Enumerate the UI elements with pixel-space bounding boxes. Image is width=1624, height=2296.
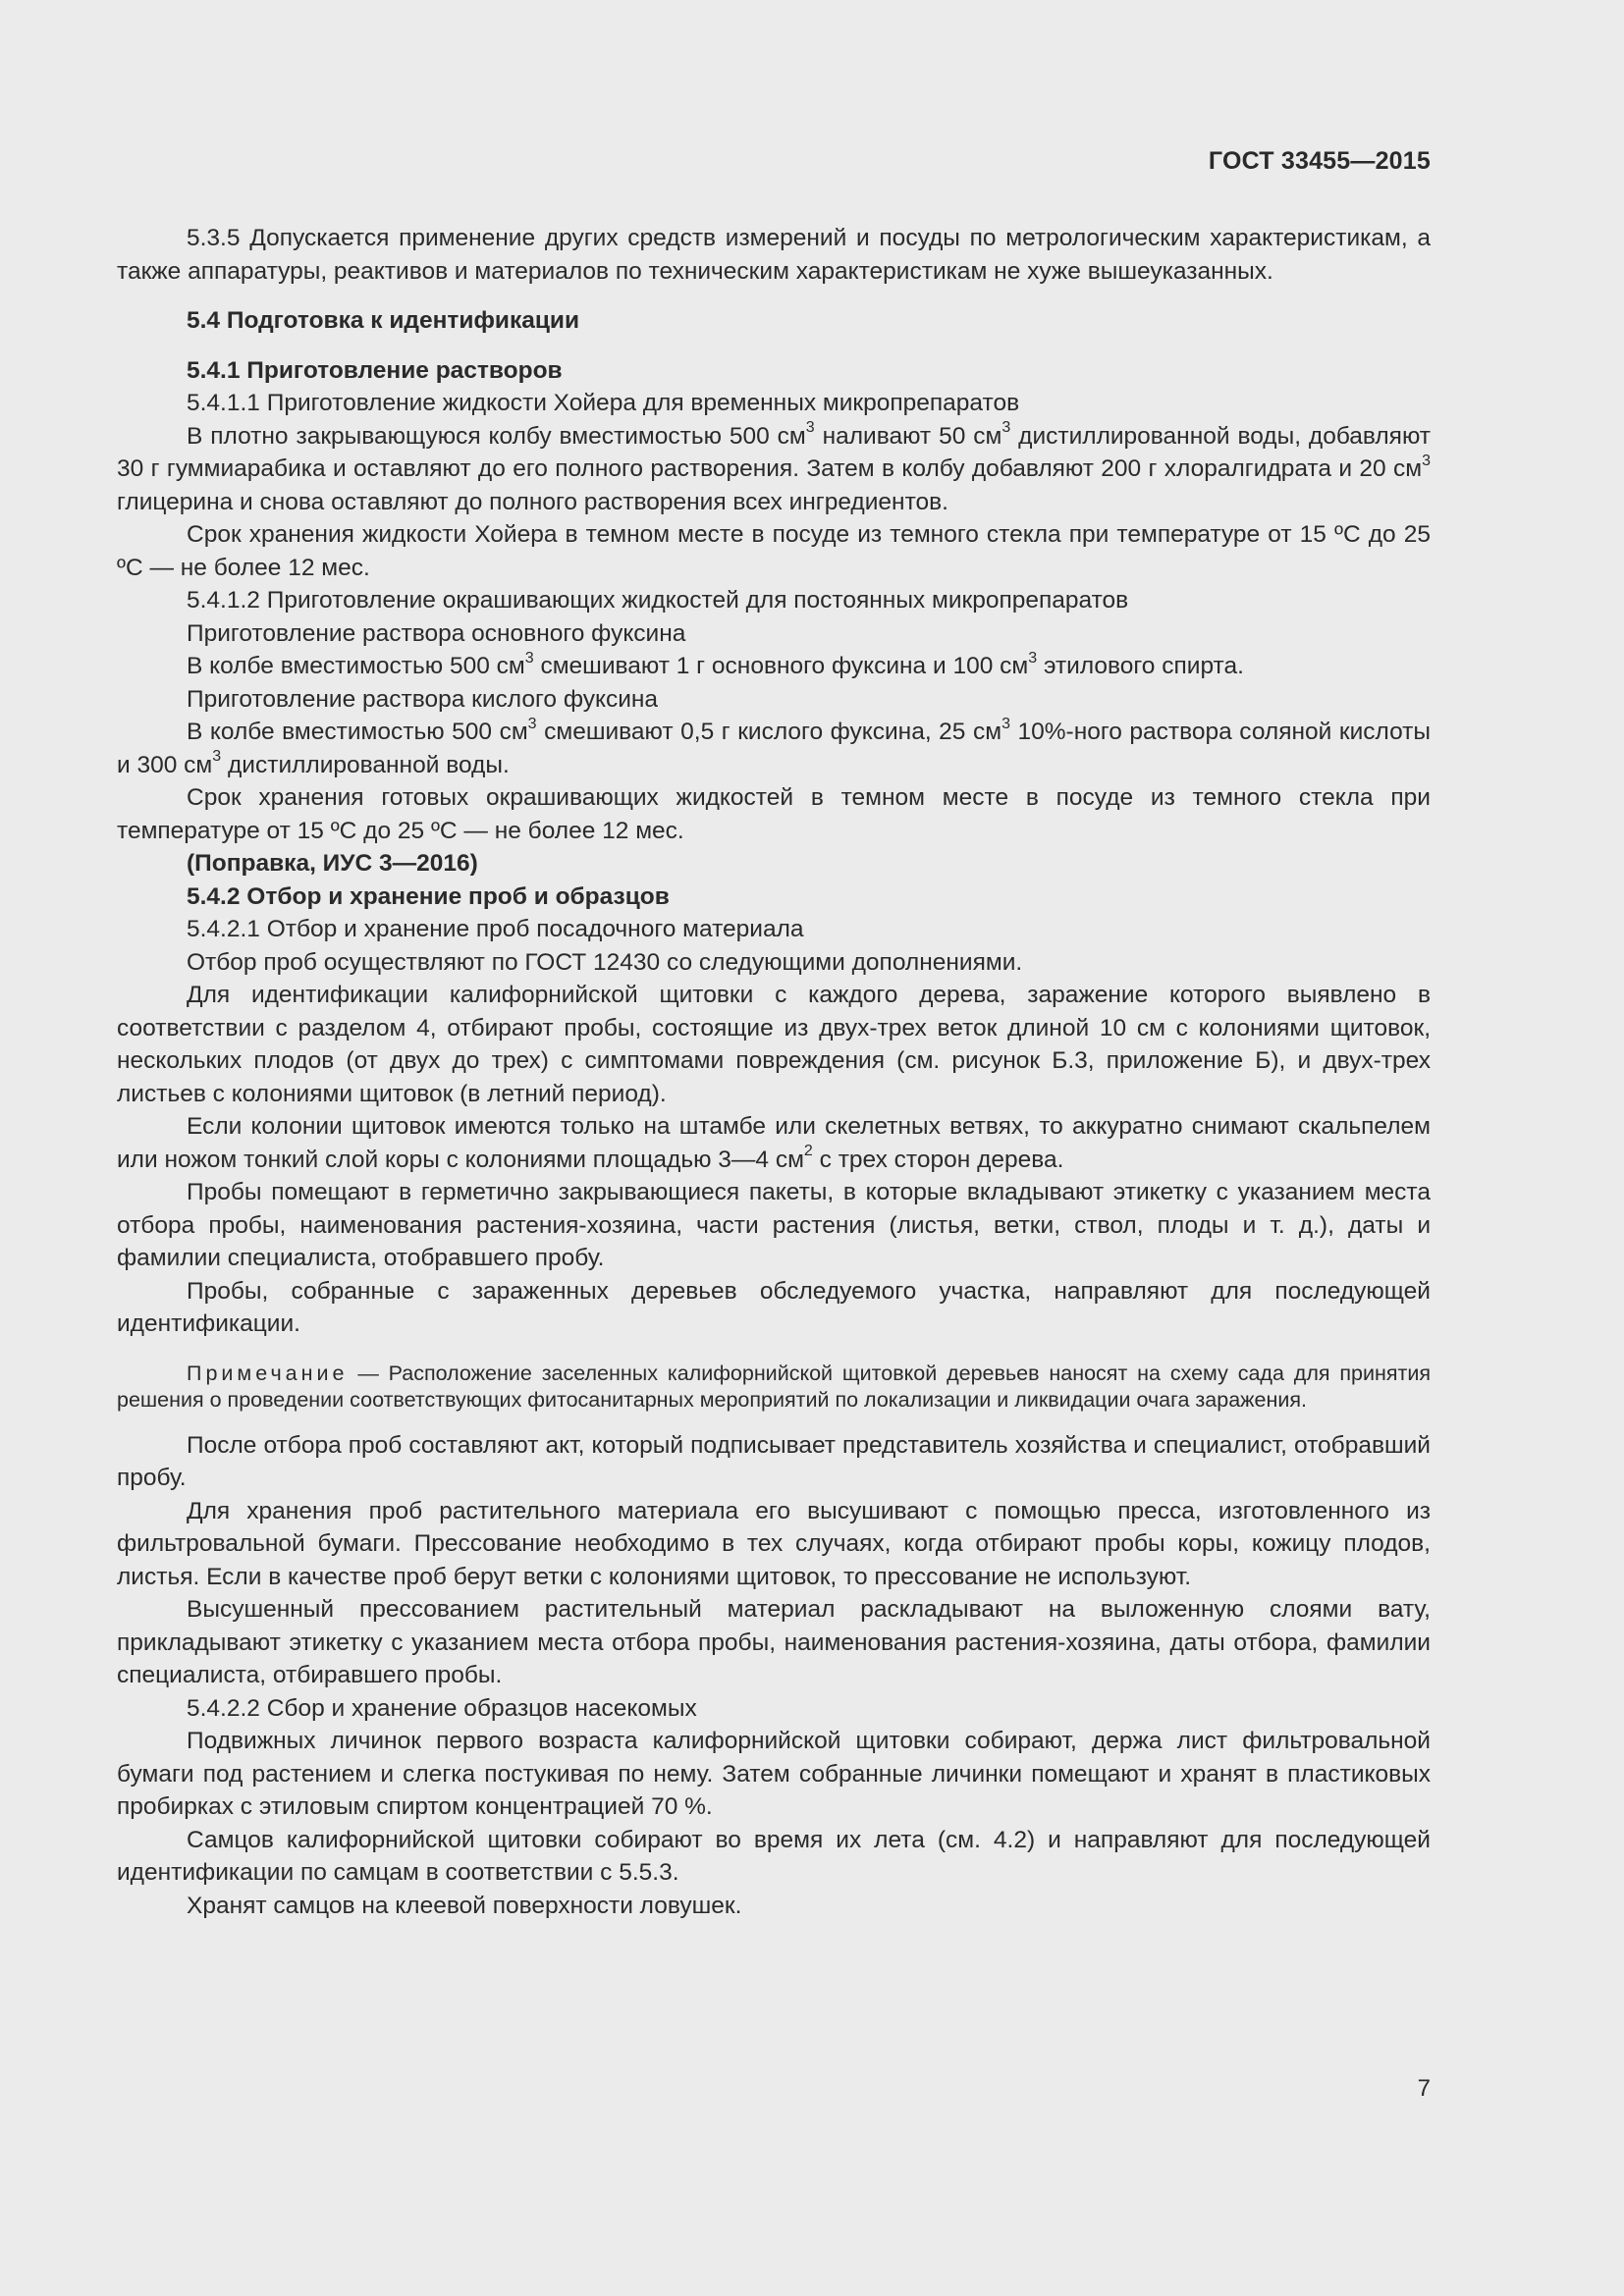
- paragraph-sampling-tree: Для идентификации калифорнийской щитовки с каждого дерева, заражение которого выявлено в соответствии с разделом 4, отбирают пробы, состоящие из двух-трех веток длиной 10 см с колониями щитовок, нескольких плодов (от двух до трех) с симптомами повреждения (см. рисунок Б.3, приложение Б), и двух-трех листьев с колониями щитовок (в летний период).: [117, 982, 1431, 1107]
- text-fragment: В плотно закрывающуюся колбу вместимостью 500 см: [187, 422, 806, 450]
- paragraph-drying: Для хранения проб растительного материала его высушивают с помощью пресса, изготовленного из фильтровальной бумаги. Прессование необходимо в тех случаях, когда отбирают пробы коры, кожицу плодов, листья. Если в качестве проб берут ветки с колониями щитовок, то прессование не используют.: [117, 1497, 1431, 1590]
- section-heading-5-4-2: 5.4.2 Отбор и хранение проб и образцов: [187, 882, 670, 910]
- text-fragment: Если колонии щитовок имеются только на штамбе или скелетных ветвях, то аккуратно снимают скальпелем или ножом тонкий слой коры с колониями площадью 3—4 см: [117, 1113, 1431, 1173]
- document-body: [117, 222, 1431, 1922]
- paragraph-hoyer-preparation: [117, 420, 1431, 519]
- text-fragment: В колбе вместимостью 500 см: [187, 653, 525, 679]
- paragraph-males-storage: Хранят самцов на клеевой поверхности ловушек.: [187, 1892, 742, 1919]
- paragraph-sampling-gost: Отбор проб осуществляют по ГОСТ 12430 со следующими дополнениями.: [187, 948, 1023, 976]
- section-heading-5-4: 5.4 Подготовка к идентификации: [187, 307, 580, 334]
- paragraph-hoyer-storage: Срок хранения жидкости Хойера в темном месте в посуде из темного стекла при температуре от 15 ºС до 25 ºС — не более 12 мес.: [117, 521, 1431, 581]
- section-heading-5-4-1-1: 5.4.1.1 Приготовление жидкости Хойера для временных микропрепаратов: [187, 390, 1020, 416]
- paragraph-dried-material: Высушенный прессованием растительный материал раскладывают на выложенную слоями вату, прикладывают этикетку с указанием места отбора пробы, наименования растения-хозяина, даты отбора, фамилии специалиста, отбиравшего пробы.: [117, 1596, 1431, 1688]
- page-number: 7: [1417, 2075, 1431, 2102]
- section-heading-5-4-2-1: 5.4.2.1 Отбор и хранение проб посадочного материала: [187, 916, 804, 942]
- superscript: 3: [805, 419, 815, 437]
- note-block: [117, 1361, 1431, 1414]
- text-fragment: 10%-ного раствора соляной кислоты и 300 см: [117, 719, 1431, 778]
- text-fragment: глицерина и снова оставляют до полного растворения всех ингредиентов.: [117, 488, 948, 515]
- paragraph-sending: Пробы, собранные с зараженных деревьев обследуемого участка, направляют для последующей идентификации.: [117, 1277, 1431, 1337]
- document-code-header: ГОСТ 33455—2015: [1208, 147, 1431, 175]
- text-fragment: смешивают 1 г основного фуксина и 100 см: [533, 653, 1029, 679]
- paragraph-acid-fuchsin-title: Приготовление раствора кислого фуксина: [187, 685, 659, 713]
- superscript: 3: [527, 715, 537, 732]
- text-fragment: с трех сторон дерева.: [812, 1146, 1064, 1173]
- paragraph-packing: Пробы помещают в герметично закрывающиеся пакеты, в которые вкладывают этикетку с указанием места отбора пробы, наименования растения-хозяина, части растения (листья, ветки, ствол, плоды и т. д.), даты и фамилии специалиста, отобравшего пробу.: [117, 1179, 1431, 1271]
- paragraph-basic-fuchsin-title: Приготовление раствора основного фуксина: [187, 619, 686, 647]
- text-fragment: В колбе вместимостью 500 см: [187, 719, 528, 745]
- text-fragment: этилового спирта.: [1037, 653, 1244, 679]
- superscript: 3: [212, 748, 222, 766]
- section-heading-5-4-1-2: 5.4.1.2 Приготовление окрашивающих жидкостей для постоянных микропрепаратов: [187, 587, 1129, 614]
- text-fragment: дистиллированной воды, добавляют 30 г гуммиарабика и оставляют до его полного растворения. Затем в колбу добавляют 200 г хлоралгидрата и 20 см: [117, 422, 1431, 482]
- section-heading-5-4-1: 5.4.1 Приготовление растворов: [187, 356, 563, 384]
- section-heading-5-4-2-2: 5.4.2.2 Сбор и хранение образцов насекомых: [187, 1694, 697, 1722]
- superscript: 3: [1422, 452, 1431, 469]
- paragraph-bark-sampling: [117, 1110, 1431, 1176]
- superscript: 2: [803, 1143, 813, 1160]
- paragraph-stain-storage: Срок хранения готовых окрашивающих жидкостей в темном месте в посуде из темного стекла при температуре от 15 ºС до 25 ºС — не более 12 мес.: [117, 784, 1431, 844]
- superscript: 3: [1028, 649, 1038, 667]
- paragraph-males: Самцов калифорнийской щитовки собирают во время их лета (см. 4.2) и направляют для последующей идентификации по самцам в соответствии с 5.5.3.: [117, 1826, 1431, 1886]
- paragraph-larvae: Подвижных личинок первого возраста калифорнийской щитовки собирают, держа лист фильтровальной бумаги под растением и слегка постукивая по нему. Затем собранные личинки помещают и хранят в пластиковых пробирках с этиловым спиртом концентрацией 70 %.: [117, 1728, 1431, 1820]
- amendment-note: (Поправка, ИУС 3—2016): [187, 850, 478, 877]
- superscript: 3: [1001, 419, 1011, 437]
- note-label: Примечание: [187, 1361, 349, 1385]
- text-fragment: смешивают 0,5 г кислого фуксина, 25 см: [536, 719, 1002, 745]
- paragraph-acid-fuchsin: [117, 716, 1431, 781]
- paragraph-5-3-5: 5.3.5 Допускается применение других средств измерений и посуды по метрологическим характеристикам, а также аппаратуры, реактивов и материалов по техническим характеристикам не хуже вышеуказанных.: [117, 225, 1431, 285]
- text-fragment: наливают 50 см: [814, 422, 1002, 450]
- paragraph-act: После отбора проб составляют акт, который подписывает представитель хозяйства и специалист, отобравший пробу.: [117, 1431, 1431, 1491]
- note-text: — Расположение заселенных калифорнийской щитовкой деревьев наносят на схему сада для принятия решения о проведении соответствующих фитосанитарных мероприятий по локализации и ликвидации очага заражения.: [117, 1361, 1431, 1412]
- superscript: 3: [524, 649, 534, 667]
- text-fragment: дистиллированной воды.: [221, 751, 510, 778]
- document-page: [117, 0, 1431, 2296]
- paragraph-basic-fuchsin: [117, 650, 1431, 683]
- superscript: 3: [1001, 715, 1010, 732]
